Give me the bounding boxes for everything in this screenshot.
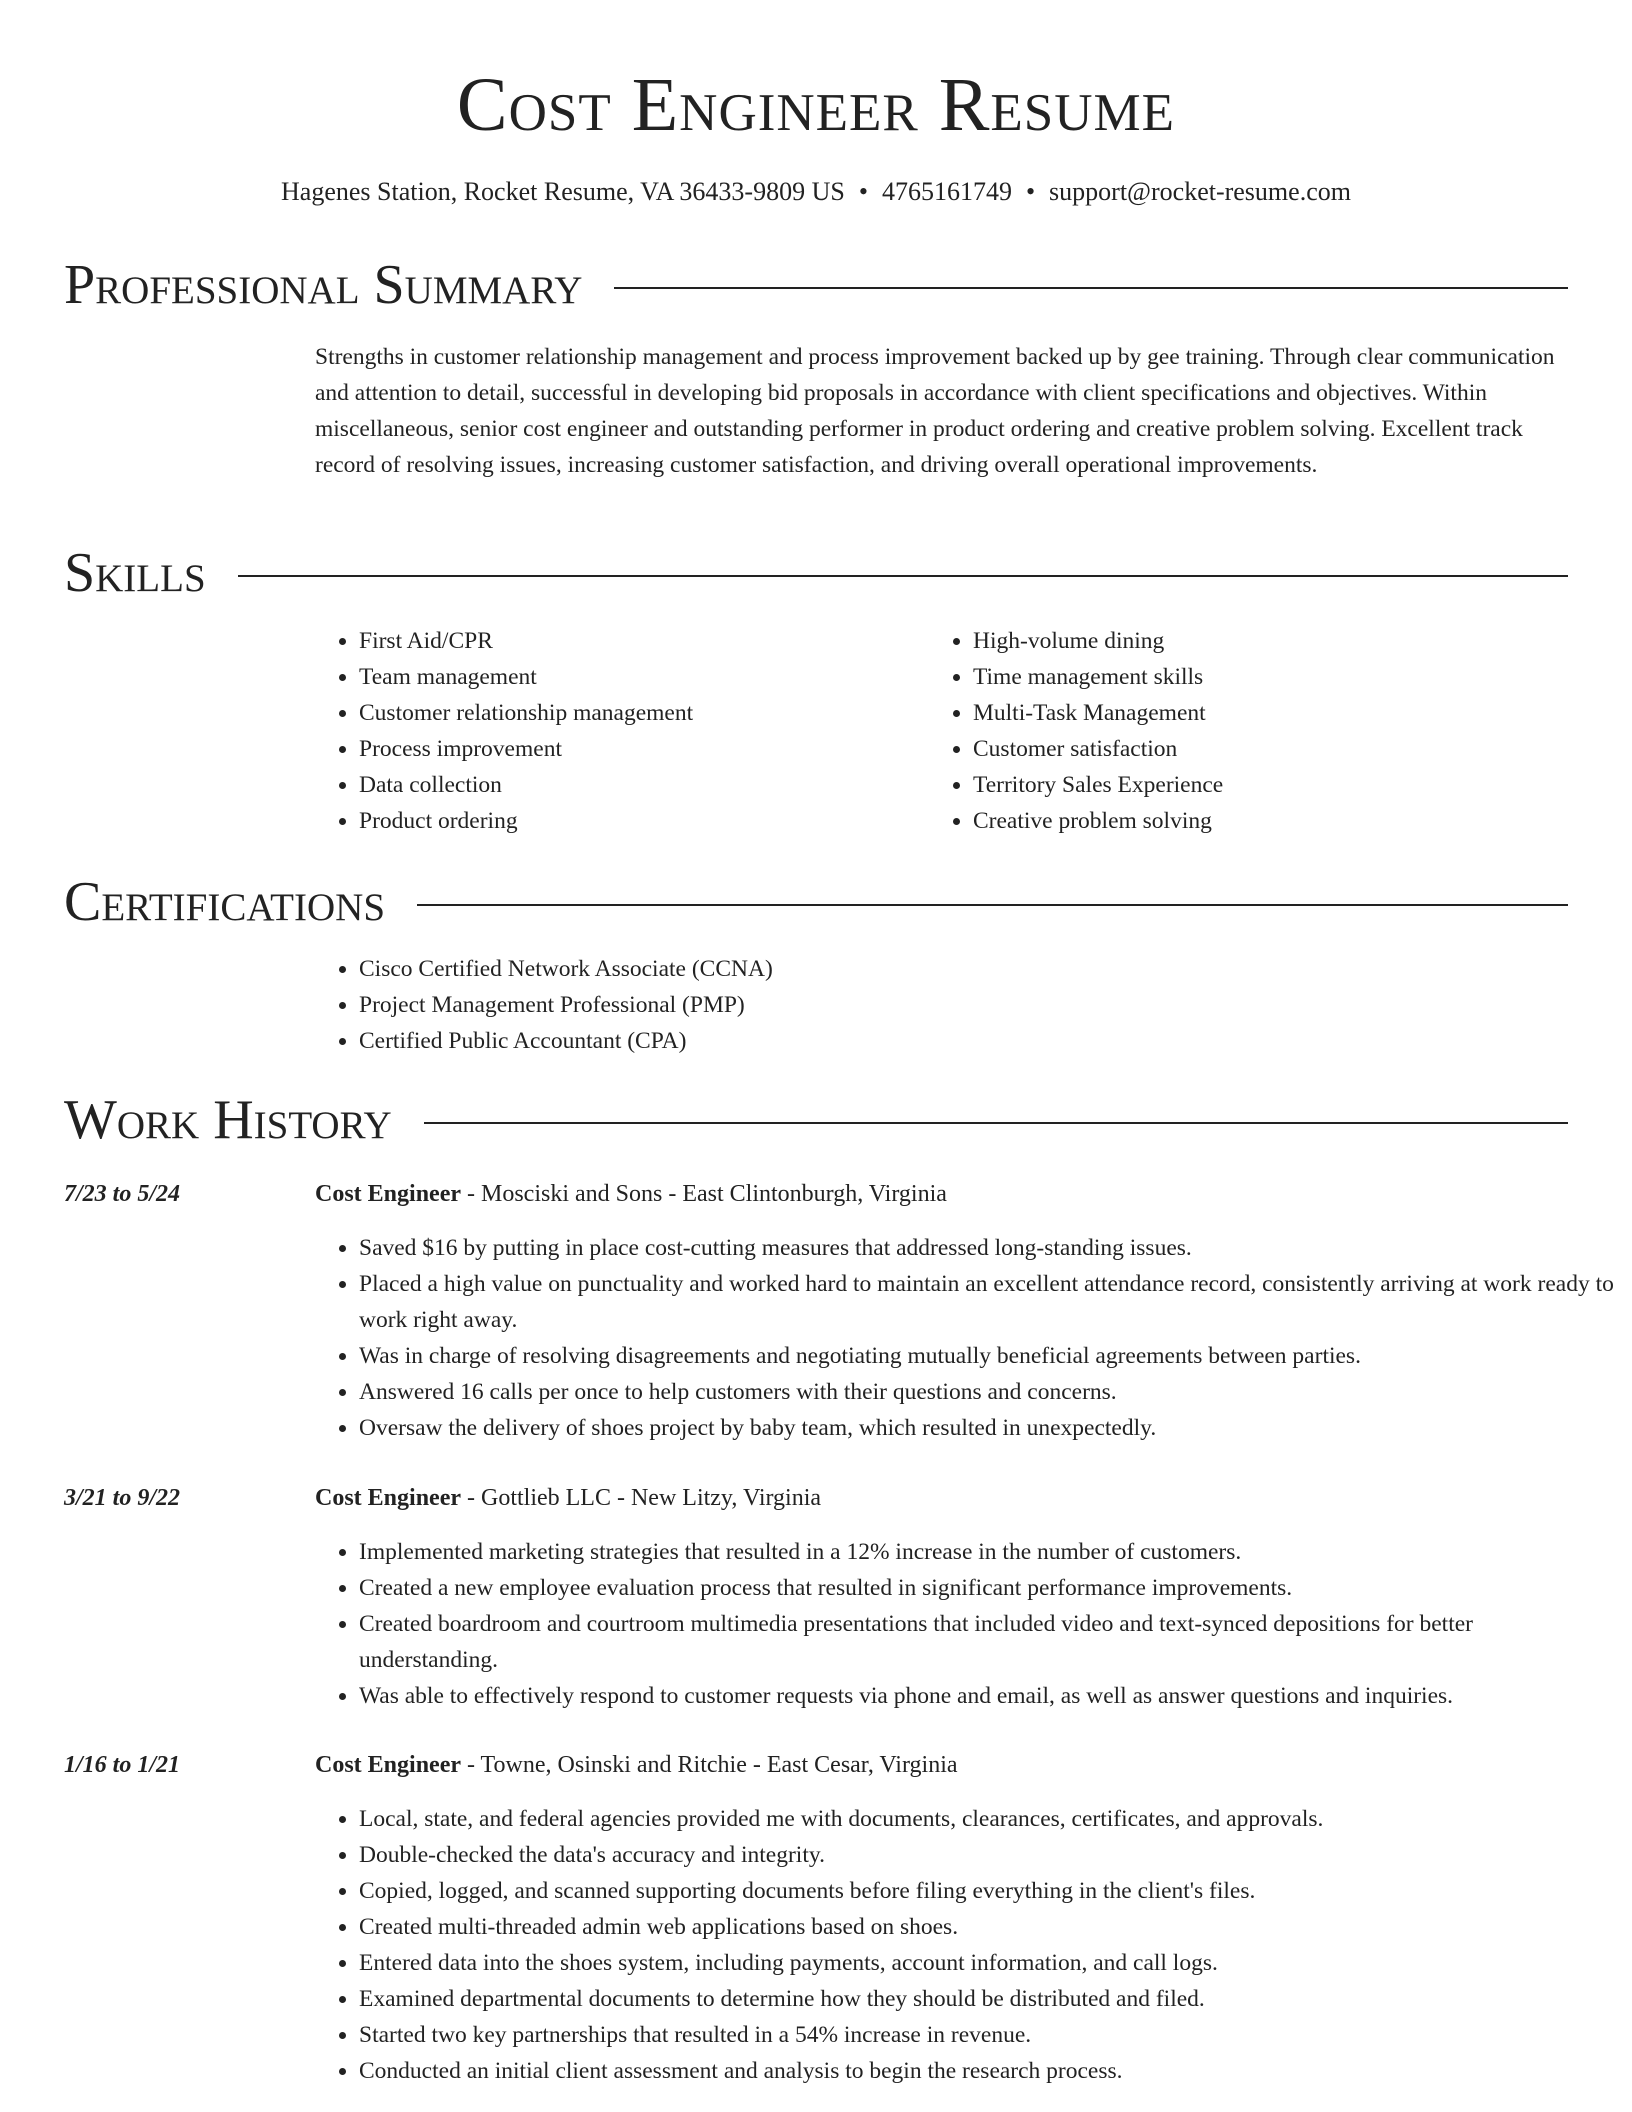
job-bullet: • Conducted an initial client assessment and analysis to begin the research process. xyxy=(359,2053,1614,2089)
contact-separator: • xyxy=(1025,177,1036,206)
skills-list-right xyxy=(929,623,1573,839)
document-title: Cost Engineer Resume xyxy=(456,63,1176,147)
job-bullet: • Examined departmental documents to determine how they should be distributed and filed. xyxy=(359,1981,1614,2017)
job-bullet: • Started two key partnerships that resulted in a 54% increase in revenue. xyxy=(359,2017,1614,2053)
skill-item: • High-volume dining xyxy=(973,623,1573,659)
job-bullets xyxy=(315,1801,1614,2089)
skill-item: • Time management skills xyxy=(973,659,1573,695)
contact-email: support@rocket-resume.com xyxy=(1049,177,1351,206)
contact-phone: 4765161749 xyxy=(881,177,1012,206)
job-bullet: • Was in charge of resolving disagreements and negotiating mutually beneficial agreements between parties. xyxy=(359,1338,1614,1374)
job-bullet: • Oversaw the delivery of shoes project by baby team, which resulted in unexpectedly. xyxy=(359,1410,1614,1446)
job-details: - Gottlieb LLC - New Litzy, Virginia xyxy=(461,1485,822,1511)
job-bullet: • Created boardroom and courtroom multimedia presentations that included video and text-synced depositions for better understanding. xyxy=(359,1606,1614,1678)
job-details: - Mosciski and Sons - East Clintonburgh, Virginia xyxy=(461,1181,947,1207)
job-bullet: • Answered 16 calls per once to help customers with their questions and concerns. xyxy=(359,1374,1614,1410)
job-bullet: • Implemented marketing strategies that resulted in a 12% increase in the number of customers. xyxy=(359,1534,1614,1570)
skill-item: • Multi-Task Management xyxy=(973,695,1573,731)
job-title-line xyxy=(315,1176,947,1212)
job-title-line xyxy=(315,1480,821,1516)
job-bullet: • Copied, logged, and scanned supporting documents before filing everything in the client's files. xyxy=(359,1873,1614,1909)
job-bullet: • Saved $16 by putting in place cost-cutting measures that addressed long-standing issues. xyxy=(359,1230,1614,1266)
section-title: Work History xyxy=(64,1089,392,1151)
skill-item: • Team management xyxy=(359,659,919,695)
section-divider xyxy=(424,1122,1568,1124)
job-title-line xyxy=(315,1747,958,1783)
section-divider xyxy=(417,904,1568,906)
job-date: 1/16 to 1/21 xyxy=(64,1752,181,1778)
work-history-section-heading xyxy=(64,1088,1568,1152)
job-bullet: • Created multi-threaded admin web applications based on shoes. xyxy=(359,1909,1614,1945)
skill-item: • Data collection xyxy=(359,767,919,803)
section-title: Certifications xyxy=(64,871,386,933)
job-role: Cost Engineer xyxy=(315,1485,461,1511)
skills-section-heading xyxy=(64,541,1568,605)
section-divider xyxy=(238,575,1568,577)
skill-item: • First Aid/CPR xyxy=(359,623,919,659)
skill-item: • Process improvement xyxy=(359,731,919,767)
job-bullet: • Was able to effectively respond to customer requests via phone and email, as well as answer questions and inquiries. xyxy=(359,1678,1614,1714)
job-role: Cost Engineer xyxy=(315,1181,461,1207)
job-bullet: • Local, state, and federal agencies provided me with documents, clearances, certificates, and approvals. xyxy=(359,1801,1614,1837)
job-role: Cost Engineer xyxy=(315,1752,461,1778)
skill-item: • Product ordering xyxy=(359,803,919,839)
skill-item: • Territory Sales Experience xyxy=(973,767,1573,803)
certification-item: • Project Management Professional (PMP) xyxy=(359,987,1559,1023)
job-bullet: • Entered data into the shoes system, including payments, account information, and call logs. xyxy=(359,1945,1614,1981)
contact-address: Hagenes Station, Rocket Resume, VA 36433-9809 US xyxy=(281,177,845,206)
job-bullet: • Double-checked the data's accuracy and integrity. xyxy=(359,1837,1614,1873)
certification-item: • Certified Public Accountant (CPA) xyxy=(359,1023,1559,1059)
job-bullets xyxy=(315,1534,1614,1714)
section-title: Professional Summary xyxy=(64,254,583,316)
certification-item: • Cisco Certified Network Associate (CCNA) xyxy=(359,951,1559,987)
skill-item: • Customer satisfaction xyxy=(973,731,1573,767)
job-date: 3/21 to 9/22 xyxy=(64,1485,181,1511)
section-title: Skills xyxy=(64,542,206,604)
contact-separator: • xyxy=(858,177,868,206)
summary-section-heading xyxy=(64,253,1568,317)
job-bullet: • Placed a high value on punctuality and worked hard to maintain an excellent attendance record, consistently arriving at work ready to work right away. xyxy=(359,1266,1614,1338)
skills-list-left xyxy=(315,623,919,839)
job-details: - Towne, Osinski and Ritchie - East Cesar, Virginia xyxy=(461,1752,958,1778)
section-divider xyxy=(614,287,1568,289)
job-bullets xyxy=(315,1230,1614,1446)
certifications-section-heading xyxy=(64,870,1568,934)
summary-text: Strengths in customer relationship management and process improvement backed up by gee training. Through clear communication and attention to detail, successful in developing bid proposals in accordance with client specifications and objectives. Within miscellaneous, senior cost engineer and outstanding performer in product ordering and creative problem solving. Excellent track record of resolving issues, increasing customer satisfaction, and driving overall operational improvements. xyxy=(315,344,1555,478)
skill-item: • Customer relationship management xyxy=(359,695,919,731)
certifications-list xyxy=(315,951,1559,1059)
job-bullet: • Created a new employee evaluation process that resulted in significant performance improvements. xyxy=(359,1570,1614,1606)
contact-line xyxy=(0,174,1632,210)
job-date: 7/23 to 5/24 xyxy=(64,1181,181,1207)
skill-item: • Creative problem solving xyxy=(973,803,1573,839)
